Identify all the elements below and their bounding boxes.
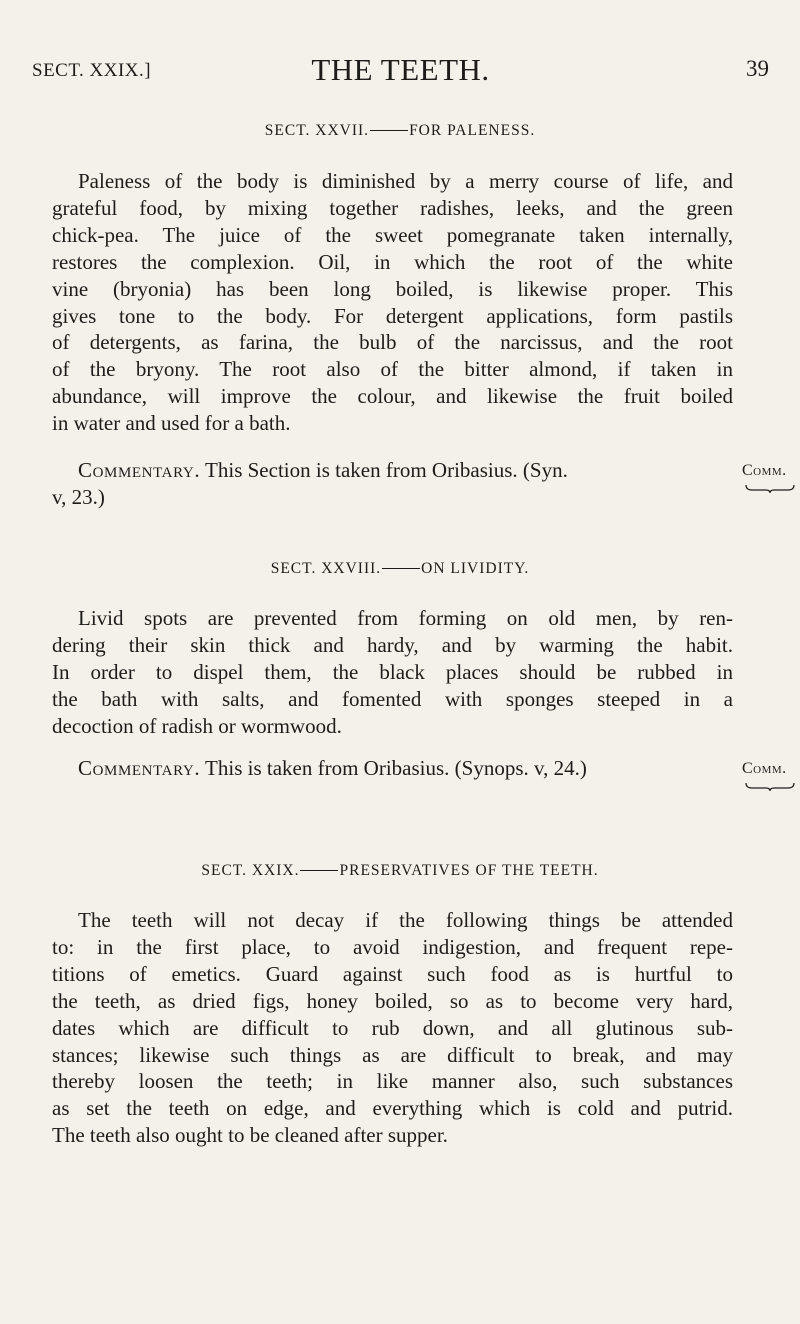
heading-dash [382,568,420,569]
text-line: vine (bryonia) has been long boiled, is likewise proper. This [52,276,733,301]
text-line: Livid spots are prevented from forming on old men, by ren- [78,606,733,630]
commentary-text: This is taken from Oribasius. (Synops. v, 24.) [205,756,587,780]
text-line: of detergents, as farina, the bulb of the narcissus, and the root [52,330,733,355]
running-head-title: THE TEETH. [311,52,490,87]
commentary [52,755,733,782]
section-heading [0,560,800,578]
text-line: stances; likewise such things as are difficult to break, and may [52,1042,733,1067]
running-head [32,52,769,92]
section-title: FOR PALENESS. [409,122,536,139]
text-line: In order to dispel them, the black places should be rubbed in [52,659,733,684]
section-number: SECT. XXVII. [264,122,370,139]
commentary-text: This Section is taken from Oribasius. (Syn. [205,458,568,482]
text-line: the teeth, as dried figs, honey boiled, so as to become very hard, [52,988,733,1013]
page-number: 39 [746,56,769,81]
text-line: restores the complexion. Oil, in which the root of the white [52,249,733,274]
margin-brace-icon [744,782,796,792]
commentary-text: v, 23.) [52,484,105,509]
section-heading [0,862,800,880]
text-line: gives tone to the body. For detergent applications, form pastils [52,303,733,328]
text-line: Paleness of the body is diminished by a merry course of life, and [78,169,733,193]
section-number: SECT. XXIX. [201,862,300,879]
section-body [52,168,733,437]
text-line: The teeth will not decay if the following things be attended [78,908,733,932]
text-line: The teeth also ought to be cleaned after supper. [52,1123,448,1148]
text-line: to: in the first place, to avoid indigestion, and frequent repe- [52,934,733,959]
section-number: SECT. XXVIII. [270,560,382,577]
section-title: PRESERVATIVES OF THE TEETH. [339,862,599,879]
section-heading [0,122,800,140]
text-line: chick-pea. The juice of the sweet pomegranate taken internally, [52,222,733,247]
text-line: titions of emetics. Guard against such food as is hurtful to [52,961,733,986]
text-line: abundance, will improve the colour, and likewise the fruit boiled [52,384,733,409]
text-line: of the bryony. The root also of the bitter almond, if taken in [52,357,733,382]
text-line: dering their skin thick and hardy, and by warming the habit. [52,632,733,657]
commentary-label: Commentary. [78,756,201,780]
section-title: ON LIVIDITY. [421,560,530,577]
commentary [52,457,733,511]
margin-note: Comm. [742,760,787,777]
text-line: as set the teeth on edge, and everything which is cold and putrid. [52,1096,733,1121]
margin-note: Comm. [742,462,787,479]
running-head-section: SECT. XXIX.] [32,60,152,81]
heading-dash [300,870,338,871]
text-line: the bath with salts, and fomented with sponges steeped in a [52,686,733,711]
text-line: thereby loosen the teeth; in like manner also, such substances [52,1069,733,1094]
heading-dash [370,130,408,131]
text-line: decoction of radish or wormwood. [52,713,342,738]
text-line: dates which are difficult to rub down, and all glutinous sub- [52,1015,733,1040]
section-body [52,605,733,740]
commentary-label: Commentary. [78,458,201,482]
text-line: grateful food, by mixing together radishes, leeks, and the green [52,195,733,220]
text-line: in water and used for a bath. [52,411,291,436]
margin-brace-icon [744,484,796,494]
section-body [52,907,733,1149]
